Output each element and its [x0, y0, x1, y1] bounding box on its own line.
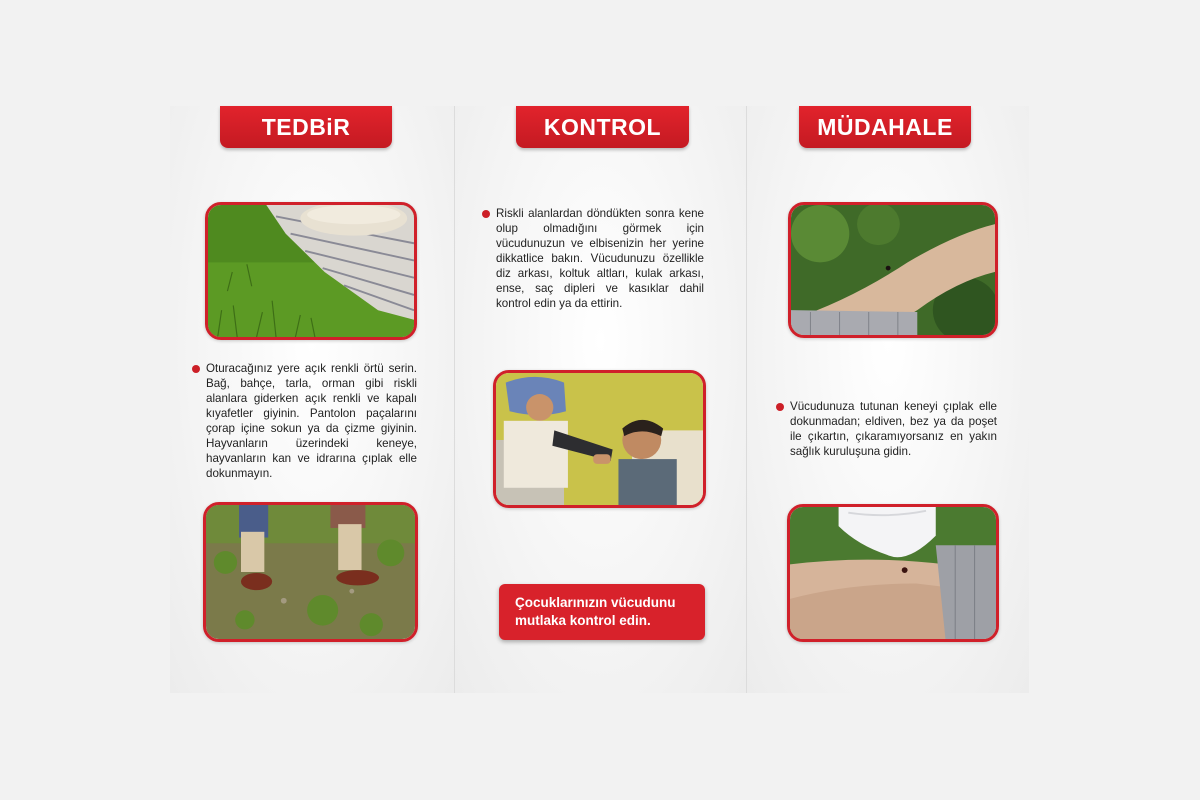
- panel-mudahale: [747, 106, 1029, 693]
- photo-checking-neck: [493, 370, 706, 508]
- kontrol-text: Riskli alanlardan döndükten sonra kene olup olmadığını görmek için vücudunuzun ve elbisenizin her yerine dikkatlice bakın. Vücudunuzu özellikle diz arkası, koltuk altları, kulak arkası, ense, saç dipleri ve kasıklar dahil kontrol edin ya da ettirin.: [496, 206, 704, 311]
- photo-removing-tick-with-bag: [787, 504, 999, 642]
- panel-title-mudahale: MÜDAHALE: [799, 106, 971, 148]
- photo-tick-on-arm: [788, 202, 998, 338]
- bullet-dot: [192, 365, 200, 373]
- photo-blanket-on-grass: [205, 202, 417, 340]
- panel-tedbir: [170, 106, 455, 693]
- panel-kontrol: [455, 106, 747, 693]
- panel-title-tedbir: TEDBiR: [220, 106, 392, 148]
- bullet-dot: [776, 403, 784, 411]
- tedbir-text: Oturacağınız yere açık renkli örtü serin. Bağ, bahçe, tarla, orman gibi riskli alanlara giderken açık renkli ve kapalı kıyafetler giyinin. Pantolon paçalarını çorap içine sokun ya da çizme giyinin. Hayvanların üzerindeki keneye, hayvanların kan ve idrarına çıplak elle dokunmayın.: [206, 361, 417, 481]
- brochure: [170, 106, 1029, 693]
- panel-title-kontrol: KONTROL: [516, 106, 689, 148]
- bullet-dot: [482, 210, 490, 218]
- photo-legs-tucked-socks: [203, 502, 418, 642]
- mudahale-text: Vücudunuza tutunan keneyi çıplak elle dokunmadan; eldiven, bez ya da poşet ile çıkartın, çıkaramıyorsanız en yakın sağlık kuruluşuna gidin.: [790, 399, 997, 459]
- callout-check-children: Çocuklarınızın vücudunu mutlaka kontrol edin.: [499, 584, 705, 640]
